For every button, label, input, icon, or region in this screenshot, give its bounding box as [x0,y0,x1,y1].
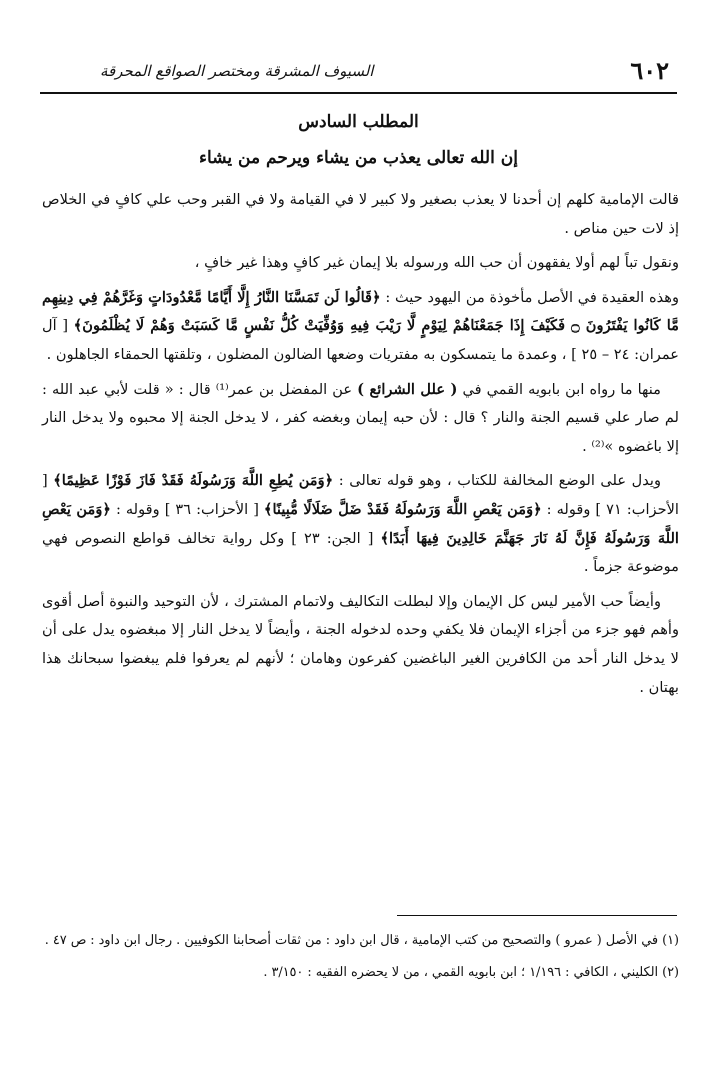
quran-verse-2: ﴿وَمَن يَعْصِ اللَّهَ وَرَسُولَهُ فَقَدْ ضَلَّ ضَلَالًا مُّبِينًا﴾ [263,500,542,518]
footnote-divider [397,915,677,916]
paragraph-4-rest: عن المفضل بن عمر⁽¹⁾ قال : « قلت لأبي عبد الله : لم صار علي قسيم الجنة والنار ؟ قال : لأن حبه إيمان وبغضه كفر ، لا يدخل الجنة إلا محبوه ولا يدخل النار إلا باغضوه »⁽²⁾ . [42,380,679,455]
footnote-2: (٢) الكليني ، الكافي : ١/١٩٦ ؛ ابن بابويه القمي ، من لا يحضره الفقيه : ٣/١٥٠ . [263,965,679,980]
conjunction-2: وقوله : [110,500,160,518]
verse-reference-3: [ الجن: ٢٣ ] [284,529,381,547]
book-title: ( علل الشرائع ) [357,380,458,398]
paragraph-4 [42,376,679,462]
paragraph-3-rest: ، وعمدة ما يتمسكون به مفتريات وضعها الضالون المضلون ، وتلقتها الحمقاء الجاهلون . [46,345,567,363]
page-header [40,52,677,94]
paragraph-3-intro: وهذه العقيدة في الأصل مأخوذة من اليهود حيث : [380,288,679,306]
section-title: المطلب السادس [298,112,419,132]
section-subtitle: إن الله تعالى يعذب من يشاء ويرحم من يشاء [199,148,518,168]
footnotes [42,928,679,992]
conjunction-1: وقوله : [541,500,591,518]
quran-verse-1: ﴿وَمَن يُطِعِ اللَّهَ وَرَسُولَهُ فَقَدْ فَازَ فَوْزًا عَظِيمًا﴾ [53,472,334,490]
verse-reference: [ آل عمران: ٢٤ – ٢٥ ] [42,317,679,363]
running-title: السيوف المشرقة ومختصر الصواقع المحرقة [100,62,374,80]
body-text [42,186,679,708]
quran-verse-al-imran: ﴿قَالُوا لَن تَمَسَّنَا النَّارُ إِلَّا أَيَّامًا مَّعْدُودَاتٍ وَغَرَّهُمْ فِي دِينِهِم مَّا كَانُوا يَفْتَرُونَ ۝ فَكَيْفَ إِذَا جَمَعْنَاهُمْ لِيَوْمٍ لَّا رَيْبَ فِيهِ وَوُفِّيَتْ كُلُّ نَفْسٍ مَّا كَسَبَتْ وَهُمْ لَا يُظْلَمُونَ﴾ [42,288,679,335]
paragraph-3 [42,284,679,370]
verse-reference-2: [ الأحزاب: ٣٦ ] [159,500,264,518]
paragraph-5-rest: وكل رواية تخالف قواطع النصوص فهي موضوعة جزماً . [42,529,679,576]
paragraph-1: قالت الإمامية كلهم إن أحدنا لا يعذب بصغير ولا كبير لا في القيامة ولا في القبر وحب علي كافٍ في الخلاص إذ لات حين مناص . [42,191,679,237]
paragraph-5 [42,467,679,581]
verse-reference-1: [ الأحزاب: ٧١ ] [42,472,679,518]
footnote-1: (١) في الأصل ( عمرو ) والتصحيح من كتب الإمامية ، قال ابن داود : من ثقات أصحابنا الكوفيين . رجال ابن داود : ص ٤٧ . [44,933,679,948]
quran-verse-3: ﴿وَمَن يَعْصِ اللَّهَ وَرَسُولَهُ فَإِنَّ لَهُ نَارَ جَهَنَّمَ خَالِدِينَ فِيهَا أَبَدًا﴾ [42,500,679,547]
page-number: ٦٠٢ [630,56,669,85]
paragraph-5-intro: ويدل على الوضع المخالفة للكتاب ، وهو قوله تعالى : [333,472,661,490]
paragraph-2: ونقول تباً لهم أولا يفقهون أن حب الله ورسوله بلا إيمان غير كافٍ وهذا غير خافٍ ، [194,254,679,272]
paragraph-4-intro: منها ما رواه ابن بابويه القمي في [457,380,661,398]
paragraph-6: وأيضاً حب الأمير ليس كل الإيمان وإلا لبطلت التكاليف ولاتمام المشترك ، لأن التوحيد والنبوة أصل أقوى وأهم فهو جزء من أجزاء الإيمان فلا يكفي وحده لدخوله الجنة ، وأيضاً لا يدخل النار إلا مبغضوه يدل على أن لا يدخل النار أحد من الكافرين الغير الباغضين كفرعون وهامان ؛ لأنهم لم يعرفوا فلم يبغضوا سبحانك هذا بهتان . [42,592,679,696]
